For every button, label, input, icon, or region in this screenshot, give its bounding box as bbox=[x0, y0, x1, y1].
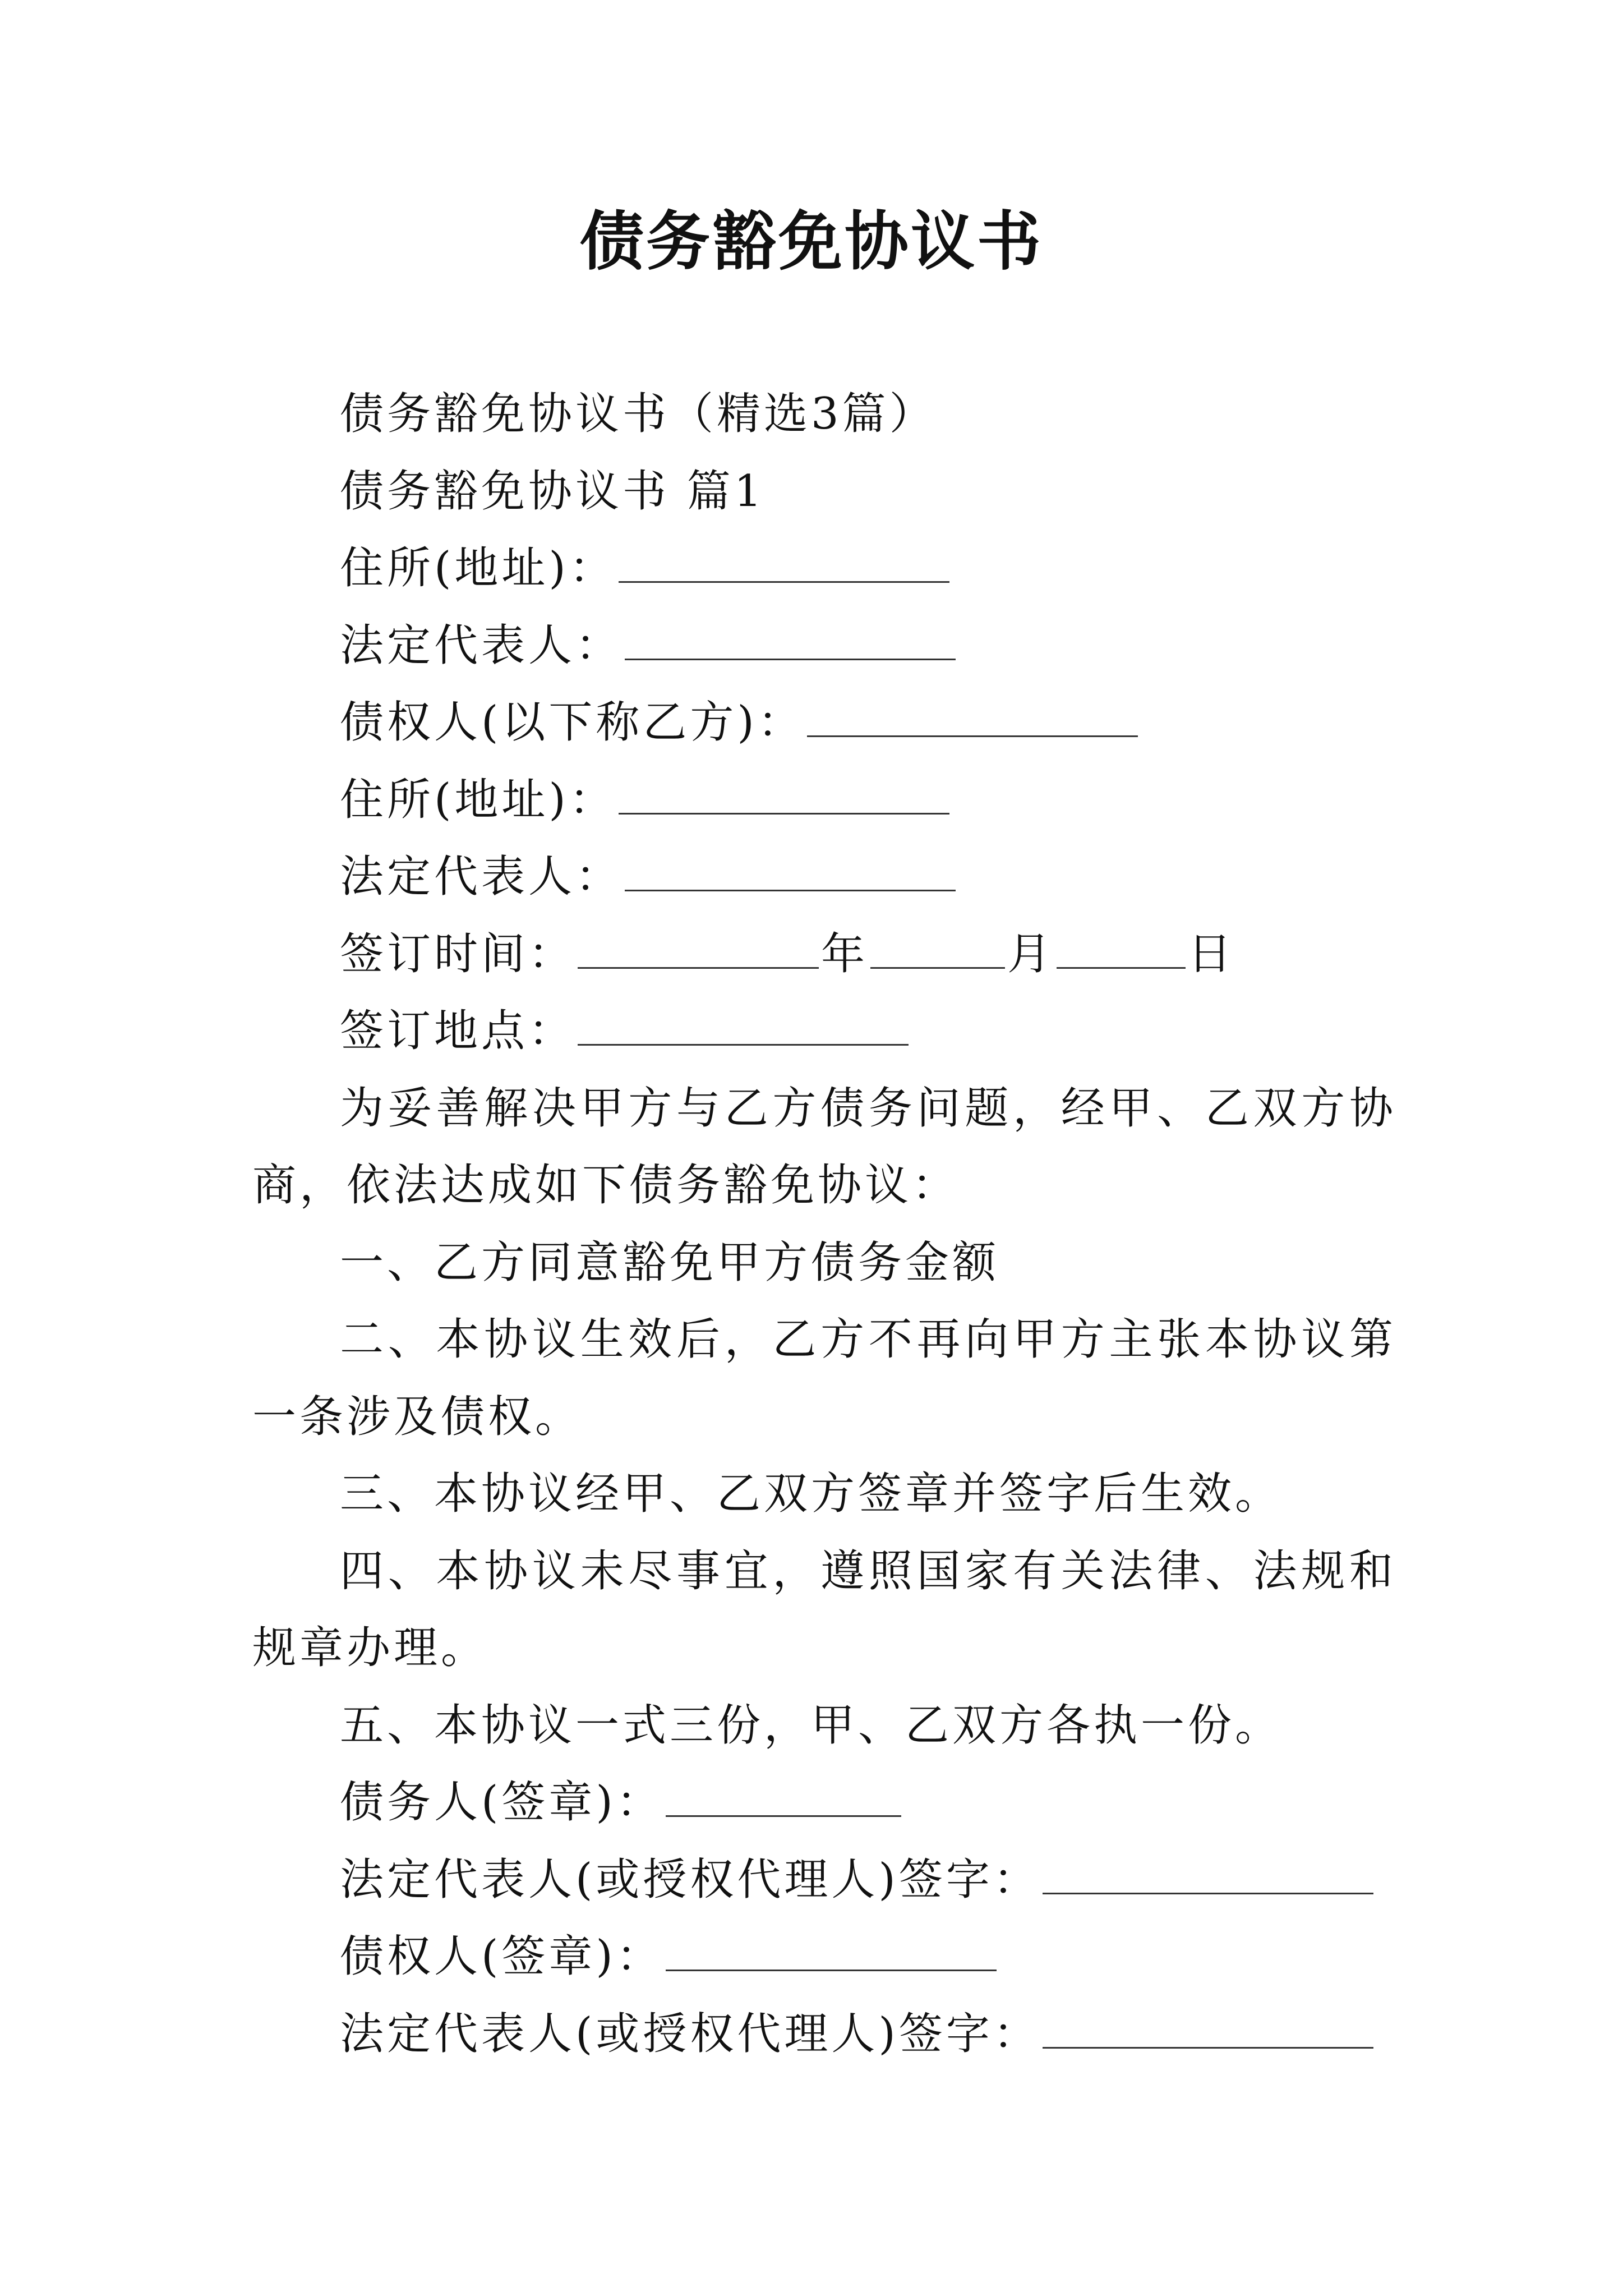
debtor-address-label: 住所(地址)： bbox=[340, 543, 616, 593]
creditor-line bbox=[252, 684, 1396, 762]
creditor-seal-label: 债权人(签章)： bbox=[340, 1931, 663, 1982]
document-body bbox=[252, 376, 1396, 2073]
year-label: 年 bbox=[821, 928, 869, 979]
document-subtitle: 债务豁免协议书（精选3篇） bbox=[340, 389, 937, 439]
creditor-blank[interactable] bbox=[807, 700, 1138, 737]
document-title: 债务豁免协议书 bbox=[579, 204, 1043, 279]
creditor-seal-line bbox=[252, 1918, 1396, 1996]
debtor-rep-blank[interactable] bbox=[625, 623, 956, 660]
intro-paragraph: 为妥善解决甲方与乙方债务问题，经甲、乙双方协商，依法达成如下债务豁免协议： bbox=[252, 1083, 1396, 1211]
creditor-rep-sign-blank[interactable] bbox=[1043, 2011, 1373, 2049]
creditor-address-label: 住所(地址)： bbox=[340, 774, 616, 825]
day-label: 日 bbox=[1188, 928, 1235, 979]
debtor-address-line bbox=[252, 530, 1396, 608]
sign-place-line bbox=[252, 993, 1396, 1070]
clause-1: 一、乙方同意豁免甲方债务金额 bbox=[340, 1237, 1000, 1288]
clause-5: 五、本协议一式三份，甲、乙双方各执一份。 bbox=[340, 1700, 1283, 1751]
sign-place-blank[interactable] bbox=[578, 1008, 909, 1046]
debtor-rep-sign-label: 法定代表人(或授权代理人)签字： bbox=[340, 1854, 1040, 1905]
creditor-address-blank[interactable] bbox=[619, 777, 949, 815]
debtor-address-blank[interactable] bbox=[619, 545, 949, 583]
sign-day-blank[interactable] bbox=[1057, 931, 1186, 969]
sign-month-blank[interactable] bbox=[870, 931, 1005, 969]
creditor-address-line bbox=[252, 762, 1396, 839]
debtor-seal-label: 债务人(签章)： bbox=[340, 1777, 663, 1828]
debtor-rep-label: 法定代表人： bbox=[340, 620, 623, 671]
sign-year-blank[interactable] bbox=[578, 931, 819, 969]
creditor-rep-label: 法定代表人： bbox=[340, 852, 623, 902]
creditor-label: 债权人(以下称乙方)： bbox=[340, 697, 805, 748]
creditor-rep-sign-line bbox=[252, 1996, 1396, 2073]
sign-place-label: 签订地点： bbox=[340, 1006, 576, 1056]
creditor-rep-sign-label: 法定代表人(或授权代理人)签字： bbox=[340, 2008, 1040, 2059]
clause-3: 三、本协议经甲、乙双方签章并签字后生效。 bbox=[340, 1469, 1283, 1519]
debtor-seal-line bbox=[252, 1764, 1396, 1842]
creditor-rep-blank[interactable] bbox=[625, 854, 956, 891]
sign-time-line bbox=[252, 916, 1396, 993]
creditor-rep-line bbox=[252, 839, 1396, 916]
debtor-rep-sign-line bbox=[252, 1842, 1396, 1919]
section-heading: 债务豁免协议书 篇1 bbox=[340, 466, 766, 517]
clause-4: 四、本协议未尽事宜，遵照国家有关法律、法规和规章办理。 bbox=[252, 1545, 1396, 1673]
debtor-rep-line bbox=[252, 608, 1396, 685]
sign-time-label: 签订时间： bbox=[340, 928, 576, 979]
month-label: 月 bbox=[1007, 928, 1055, 979]
debtor-rep-sign-blank[interactable] bbox=[1043, 1857, 1373, 1894]
debtor-seal-blank[interactable] bbox=[666, 1779, 901, 1817]
creditor-seal-blank[interactable] bbox=[666, 1934, 997, 1971]
clause-2: 二、本协议生效后，乙方不再向甲方主张本协议第一条涉及债权。 bbox=[252, 1314, 1396, 1442]
